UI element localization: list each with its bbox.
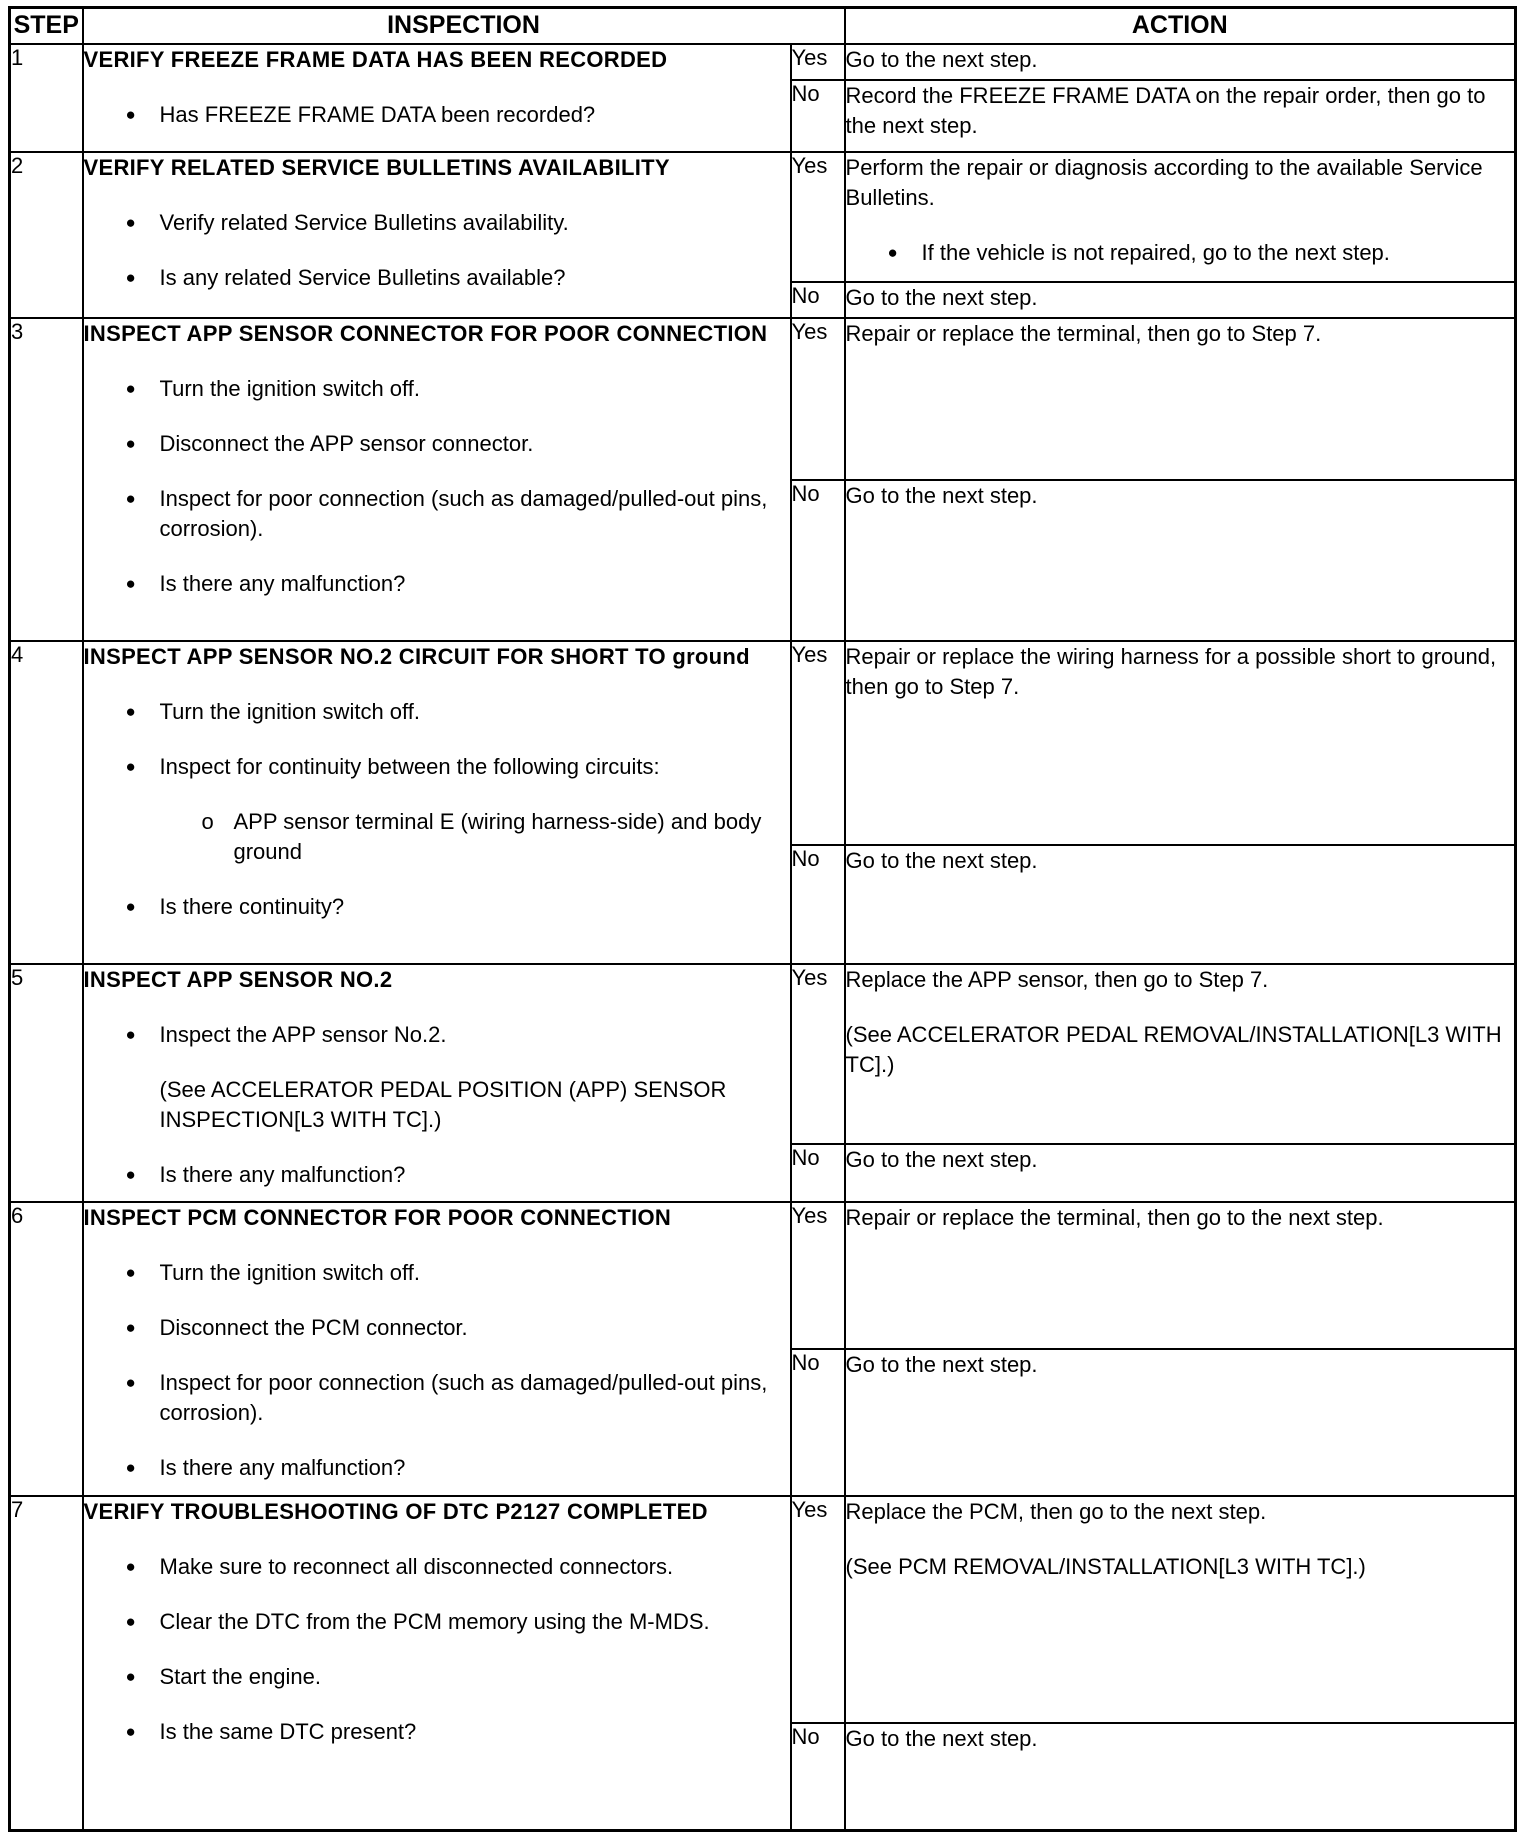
yes-label: Yes <box>791 964 845 1144</box>
inspection-bullet: ● Inspect for poor connection (such as damaged/pulled-out pins, corrosion). <box>84 1368 790 1428</box>
inspection-bullet-text: Inspect for continuity between the following circuits: <box>159 753 660 779</box>
yes-action: Repair or replace the terminal, then go to Step 7. <box>845 318 1516 480</box>
step-title: VERIFY FREEZE FRAME DATA HAS BEEN RECORDED <box>83 46 668 72</box>
yes-action <box>845 1496 1516 1723</box>
inspection-bullet: ● Inspect for poor connection (such as damaged/pulled-out pins, corrosion). <box>84 484 790 544</box>
step-7-yes-row <box>10 1496 1516 1723</box>
step-6-inspection <box>83 1202 791 1496</box>
yes-action: Go to the next step. <box>845 44 1516 80</box>
inspection-bullet: ● Clear the DTC from the PCM memory using the M-MDS. <box>84 1607 790 1637</box>
step-1-yes-row <box>10 44 1516 80</box>
yes-action-text: Replace the APP sensor, then go to Step 7. <box>845 966 1269 992</box>
inspection-bullet: ● Start the engine. <box>84 1662 790 1692</box>
inspection-bullet: ● Disconnect the PCM connector. <box>84 1313 790 1343</box>
no-label: No <box>791 282 845 318</box>
step-2-inspection <box>83 152 791 318</box>
step-4-yes-row <box>10 641 1516 845</box>
inspection-bullet: ● Turn the ignition switch off. <box>84 697 790 727</box>
yes-action <box>845 152 1516 282</box>
inspection-bullet: ● Is there any malfunction? <box>84 1160 790 1190</box>
no-action: Go to the next step. <box>845 1349 1516 1496</box>
no-label: No <box>791 1723 845 1831</box>
step-title: INSPECT PCM CONNECTOR FOR POOR CONNECTION <box>83 1204 672 1230</box>
action-reference: (See ACCELERATOR PEDAL REMOVAL/INSTALLATION[L3 WITH TC].) <box>845 1021 1502 1077</box>
no-label: No <box>791 480 845 641</box>
step-title: INSPECT APP SENSOR NO.2 <box>83 966 393 992</box>
inspection-bullet: ● Has FREEZE FRAME DATA been recorded? <box>84 100 790 130</box>
step-number: 3 <box>10 318 83 641</box>
inspection-bullet: ● Turn the ignition switch off. <box>84 374 790 404</box>
step-3-yes-row <box>10 318 1516 480</box>
step-4-inspection <box>83 641 791 964</box>
step-number: 5 <box>10 964 83 1202</box>
inspection-bullet: ● Is there any malfunction? <box>84 569 790 599</box>
header-row <box>10 8 1516 44</box>
no-action: Go to the next step. <box>845 480 1516 641</box>
inspection-bullet: ● Make sure to reconnect all disconnected connectors. <box>84 1552 790 1582</box>
inspection-bullet: ● Turn the ignition switch off. <box>84 1258 790 1288</box>
yes-label: Yes <box>791 318 845 480</box>
step-number: 7 <box>10 1496 83 1831</box>
action-bullet: ● If the vehicle is not repaired, go to the next step. <box>846 238 1515 268</box>
step-1-inspection <box>83 44 791 152</box>
action-reference: (See PCM REMOVAL/INSTALLATION[L3 WITH TC].) <box>845 1553 1366 1579</box>
inspection-reference: (See ACCELERATOR PEDAL POSITION (APP) SENSOR INSPECTION[L3 WITH TC].) <box>159 1076 727 1132</box>
step-6-yes-row <box>10 1202 1516 1349</box>
step-title: INSPECT APP SENSOR CONNECTOR FOR POOR CONNECTION <box>83 320 768 346</box>
step-title: VERIFY RELATED SERVICE BULLETINS AVAILABILITY <box>83 154 670 180</box>
inspection-bullet: ● Is the same DTC present? <box>84 1717 790 1747</box>
yes-action: Repair or replace the wiring harness for a possible short to ground, then go to Step 7. <box>845 641 1516 845</box>
no-action: Go to the next step. <box>845 282 1516 318</box>
step-number: 2 <box>10 152 83 318</box>
step-title: INSPECT APP SENSOR NO.2 CIRCUIT FOR SHORT TO ground <box>83 643 750 669</box>
step-number: 4 <box>10 641 83 964</box>
action-column-header: ACTION <box>845 8 1516 44</box>
no-action: Go to the next step. <box>845 1144 1516 1202</box>
inspection-bullet: ● Is any related Service Bulletins available? <box>84 263 790 293</box>
yes-label: Yes <box>791 641 845 845</box>
no-label: No <box>791 1349 845 1496</box>
no-label: No <box>791 845 845 964</box>
step-column-header: STEP <box>10 8 83 44</box>
step-number: 1 <box>10 44 83 152</box>
no-action: Record the FREEZE FRAME DATA on the repair order, then go to the next step. <box>845 80 1516 152</box>
inspection-bullet: ● Disconnect the APP sensor connector. <box>84 429 790 459</box>
step-number: 6 <box>10 1202 83 1496</box>
yes-action: Repair or replace the terminal, then go to the next step. <box>845 1202 1516 1349</box>
inspection-bullet: ● Verify related Service Bulletins availability. <box>84 208 790 238</box>
step-5-yes-row <box>10 964 1516 1144</box>
step-7-inspection <box>83 1496 791 1831</box>
inspection-bullet: ● Is there continuity? <box>84 892 790 922</box>
inspection-bullet <box>84 752 790 867</box>
inspection-bullet: ● Inspect the APP sensor No.2. <box>84 1020 790 1050</box>
inspection-bullet: ● Is there any malfunction? <box>84 1453 790 1483</box>
yes-action-text: Perform the repair or diagnosis according to the available Service Bulletins. <box>845 154 1483 210</box>
no-label: No <box>791 80 845 152</box>
step-3-inspection <box>83 318 791 641</box>
no-action: Go to the next step. <box>845 845 1516 964</box>
yes-action <box>845 964 1516 1144</box>
yes-label: Yes <box>791 1202 845 1349</box>
step-2-yes-row <box>10 152 1516 282</box>
yes-action-text: Replace the PCM, then go to the next step. <box>845 1498 1267 1524</box>
inspection-column-header: INSPECTION <box>83 8 845 44</box>
sub-bullet: o APP sensor terminal E (wiring harness-side) and body ground <box>160 807 790 867</box>
step-title: VERIFY TROUBLESHOOTING OF DTC P2127 COMPLETED <box>83 1498 708 1524</box>
no-action: Go to the next step. <box>845 1723 1516 1831</box>
yes-label: Yes <box>791 1496 845 1723</box>
step-5-inspection <box>83 964 791 1202</box>
yes-label: Yes <box>791 152 845 282</box>
troubleshooting-table <box>8 6 1517 1832</box>
yes-label: Yes <box>791 44 845 80</box>
no-label: No <box>791 1144 845 1202</box>
